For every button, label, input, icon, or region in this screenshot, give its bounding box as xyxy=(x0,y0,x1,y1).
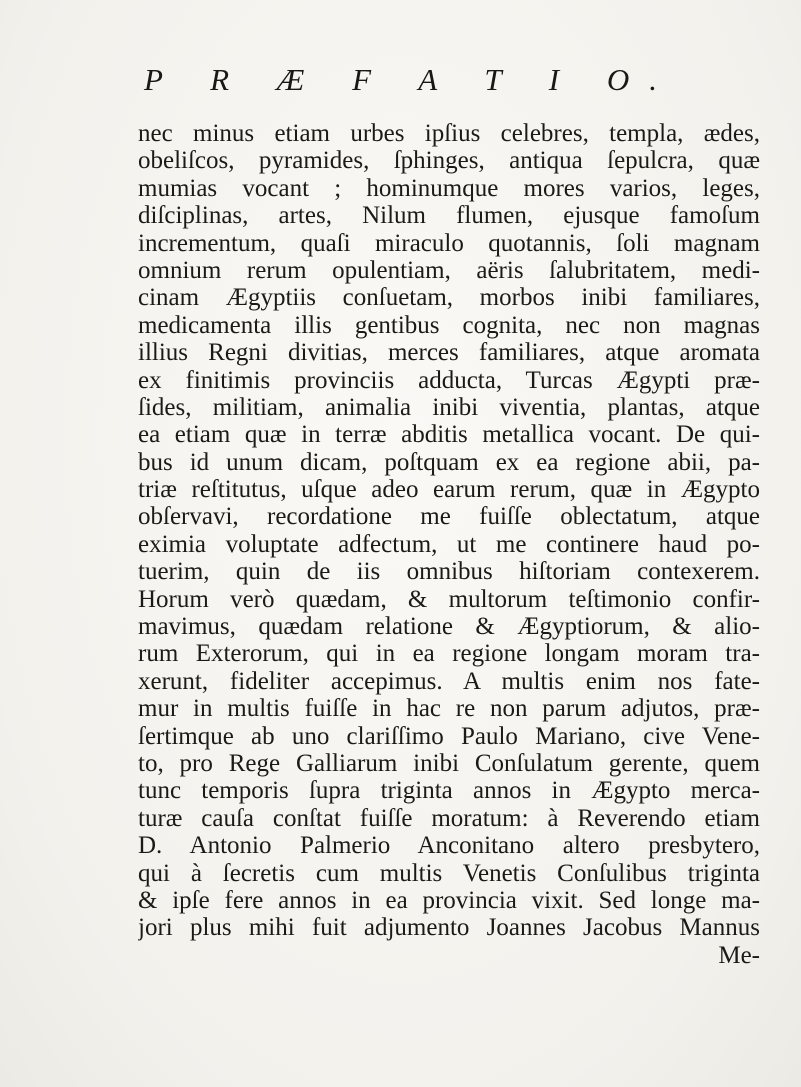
running-head: P R Æ F A T I O. xyxy=(143,62,678,97)
text-line: mumias vocant ; hominumque mores varios, leges, xyxy=(138,174,760,202)
text-line: D. Antonio Palmerio Anconitano altero presbytero, xyxy=(138,832,760,860)
text-line: mavimus, quædam relatione & Ægyptiorum, & alio- xyxy=(138,613,760,641)
catchword: Me- xyxy=(718,941,760,969)
text-line: xerunt, fideliter accepimus. A multis enim nos fate- xyxy=(138,667,760,695)
text-line: tunc temporis ſupra triginta annos in Ægypto merca- xyxy=(138,777,760,805)
text-line: nec minus etiam urbes ipſius celebres, templa, ædes, xyxy=(138,120,760,147)
text-line: incrementum, quaſi miraculo quotannis, ſoli magnam xyxy=(138,229,760,257)
text-line: obſervavi, recordatione me fuiſſe oblectatum, atque xyxy=(138,503,760,531)
text-line: jori plus mihi fuit adjumento Joannes Jacobus Mannus xyxy=(138,914,760,942)
text-line: cinam Ægyptiis conſuetam, morbos inibi familiares, xyxy=(138,284,760,312)
text-line: turæ cauſa conſtat fuiſſe moratum: à Reverendo etiam xyxy=(138,804,760,832)
text-line: bus id unum dicam, poſtquam ex ea regione abii, pa- xyxy=(138,448,760,476)
text-line: medicamenta illis gentibus cognita, nec non magnas xyxy=(138,311,760,339)
text-line: triæ reſtitutus, uſque adeo earum rerum, quæ in Ægypto xyxy=(138,476,760,504)
text-line: & ipſe fere annos in ea provincia vixit. Sed longe ma- xyxy=(138,886,760,914)
text-line: rum Exterorum, qui in ea regione longam moram tra- xyxy=(138,640,760,668)
text-line: ea etiam quæ in terræ abditis metallica vocant. De qui- xyxy=(138,421,760,449)
text-line: to, pro Rege Galliarum inibi Conſulatum gerente, quem xyxy=(138,749,760,777)
text-line: ſertimque ab uno clariſſimo Paulo Mariano, cive Vene- xyxy=(138,722,760,750)
text-line: obeliſcos, pyramides, ſphinges, antiqua ſepulcra, quæ xyxy=(138,147,760,175)
text-line: tuerim, quin de iis omnibus hiſtoriam contexerem. xyxy=(138,558,760,586)
text-line: qui à ſecretis cum multis Venetis Conſulibus triginta xyxy=(138,859,760,887)
text-line: diſciplinas, artes, Nilum flumen, ejusque famoſum xyxy=(138,202,760,230)
body-text xyxy=(138,120,760,969)
text-line: eximia voluptate adfectum, ut me continere haud po- xyxy=(138,530,760,558)
text-line: mur in multis fuiſſe in hac re non parum adjutos, præ- xyxy=(138,695,760,723)
text-line: ſides, militiam, animalia inibi viventia, plantas, atque xyxy=(138,393,760,421)
text-line: ex finitimis provinciis adducta, Turcas Ægypti præ- xyxy=(138,366,760,394)
text-line: Horum verò quædam, & multorum teſtimonio confir- xyxy=(138,585,760,613)
text-line: omnium rerum opulentiam, aëris ſalubritatem, medi- xyxy=(138,256,760,284)
text-line: illius Regni divitias, merces familiares, atque aromata xyxy=(138,339,760,367)
